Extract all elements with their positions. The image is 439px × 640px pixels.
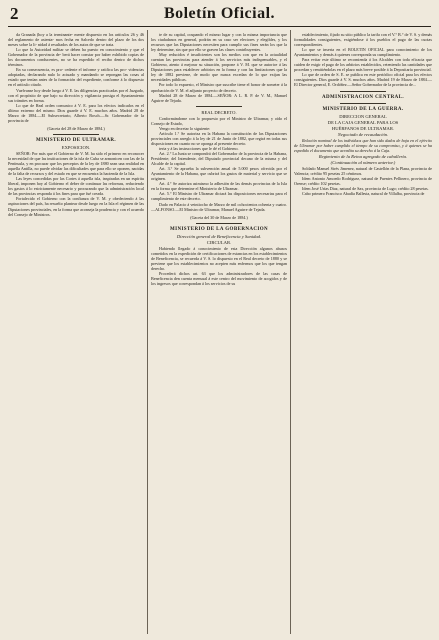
paragraph: Art. 4.° Se autoriza asimismo la adhesión de las demás provincias de la Isla en la forma que determine el Ministerio de Ultramar. — [151, 181, 287, 192]
section-heading: MINISTERIO DE ULTRAMAR. — [36, 137, 116, 143]
paragraph: teria y á las instrucciones que le dé el Gobierno. — [159, 145, 239, 151]
paragraph: Lo que se inserta en el BOLETIN OFICIAL para conocimiento de los Ayuntamientos y demás á quienes corresponda su cumplimiento. — [294, 47, 432, 58]
column-1 — [8, 32, 144, 632]
column-3 — [294, 32, 432, 632]
gazette-date: (Gaceta del 28 de Marzo de 1884.) — [47, 125, 105, 131]
paragraph: Art. 5.° El Ministro de Ultramar dictará las disposiciones necesarias para el cumplimiento de este decreto. — [151, 191, 287, 202]
paragraph: Dado en Palacio á veintiocho de Marzo de mil ochocientos ochenta y cuatro.—ALFONSO.—El Ministro de Ultramar, Manuel Aguirre de Tejada. — [151, 201, 287, 212]
subheading: REAL DECRETO. — [201, 109, 237, 115]
paragraph: SEÑOR: Por más que el Gobierno de V. M. ha sido el primero en reconocer la necesidad de que las instituciones de la isla de Cuba se armonicen con las de la Península, y en procurar que los preceptos de la ley de 1880 sean una realidad en aquella Antilla, no puede olvidar las dificultades que para ello se oponen, nacidas de la falta de recursos y del estado en que se encuentra la hacienda de la Isla. — [8, 150, 144, 177]
paragraph: Vuelvanse hoy desde luego á V. E. las diligencias practicadas por el Juzgado, con el propósito de que bajo su dirección y vigilancia prosiga el Ayuntamiento sus trámites en forma. — [8, 87, 144, 103]
section-heading: ADMINISTRACION CENTRAL. — [322, 94, 404, 100]
header-rule — [8, 26, 431, 27]
paragraph: Lo que de orden de S. E. se publica en este periódico oficial para los efectos consiguientes. Dios guarde á V. S. muchos años. Madrid 19 de Marzo de 1884.—El Director general, E. Ordóñez.—Señor Gobernador de la provincia de... — [294, 72, 432, 88]
page-number: 2 — [10, 4, 19, 23]
paragraph: da Granada (hoy a la terminante- mente dispuesto en los artículos 26 y 46 del reglamento de asienta- mos fecha en Salcedo dentro del plazo de los dos meses sobre la li- nidad á resultados de los autos de que se trata. — [8, 32, 144, 48]
paragraph: te de su capital, ocupando el mismo lugar y con la misma importancia que los ciudadanos en general, podrán en su caso ser electores y elegibles, y los recursos que las Diputaciones necesiten para cumplir sus fines serán los que la ley determine, sin que por ello se graven las clases contribuyentes. — [151, 32, 287, 53]
paragraph: Fortalecido el Gobierno con la confianza de V. M. y obedeciendo á las aspiraciones del país, ha resuelto plantear desde luego en la Isla el régimen de las Diputaciones provinciales, en la forma que aconseja la prudencia y con el acuerdo del Consejo de Ministros. — [8, 196, 144, 217]
paragraph: En su consecuencia, es pro- cedente el informe y ratifica las pro- videncias adoptadas, declarando nulo lo actuado y mandando se repongan las cosas al estado que tenían antes de la formación del expediente, conforme á lo dispuesto en el artículo citado. — [8, 67, 144, 88]
subheading: HUÉRFANOS DE ULTRAMAR. — [331, 125, 395, 131]
subheading: DE LA CAJA GENERAL PARA LOS — [327, 119, 399, 125]
paragraph: Conformándome con lo propuesto por el Ministro de Ultramar, y oído el Consejo de Estado, — [151, 115, 287, 126]
paragraph: Art. 2.° La Junta se compondrá del Gobernador de la provincia de la Habana, Presidente; del Intendente, del Diputado provincial decano de la misma y del Alcalde de la capital. — [151, 151, 287, 167]
subheading: EXPOSICION. — [61, 144, 91, 150]
column-divider — [290, 30, 291, 634]
section-divider — [340, 91, 386, 92]
gazette-date: (Gaceta del 30 de Marzo de 1884.) — [190, 214, 248, 220]
signature-line: Madrid 28 de Marzo de 1884.—SEÑOR: A L. R. P. de V. M., Manuel Aguirre de Tejada. — [151, 92, 287, 103]
column-divider — [147, 30, 148, 634]
section-heading: MINISTERIO DE LA GUERRA. — [322, 106, 404, 112]
list-item: Idem José Urías Diaz, natural de Sax, provincia de Lugo; crédito 28 pesetas. — [302, 186, 429, 192]
subheading: Regimiento de la Reina agregado de caballería. — [318, 153, 408, 159]
subheading: DIRECCION GENERAL — [339, 113, 387, 119]
paragraph: Lo que la Autoridad militar se deben ha puesto en conocimiento y que el Gobernador de la provincia de- berá hacer constar por haber exhibido copias de los documentos conducentes, no se ha expedido el recibo dentro de dichos términos. — [8, 47, 144, 68]
subheading: Negociado de recaudación. — [337, 131, 389, 137]
section-heading: MINISTERIO DE LA GOBERNACION — [169, 226, 269, 232]
paragraph: Procederá dichos art. 63 que los administradores de las casas de Beneficencia den cuenta mensual á este centro del movimiento de acogidos y de los ingresos que correspondan á los servicios de su — [151, 271, 287, 287]
paragraph: Habiendo llegado á conocimiento de esta Dirección algunos abusos cometidos en la expedición de certificaciones de estancias en los establecimientos de Beneficencia, se recuerda á V. S. lo dispuesto en el Real decreto de 1880 y se previene que los establecimientos no acepten más enfermos que los que tengan derecho. — [151, 245, 287, 271]
paragraph: Por todo lo expuesto, el Ministro que suscribe tiene el honor de someter á la aprobación de V. M. el adjunto proyecto de decreto. — [151, 82, 287, 93]
paragraph: establecimiento, fijado su sitio público la tarifa con el V.° B.° de V. S. y demás formalidades consiguientes, exigiéndose á los pueblos el pago de las cuotas correspondientes. — [294, 32, 432, 48]
subheading: (Continuación al número anterior.) — [330, 159, 396, 165]
section-divider — [196, 223, 242, 224]
list-item: Idem Antonio Amoedo Rodríguez, natural de Puentes Pellinero, provincia de Orense; crédito 102 pesetas. — [294, 176, 432, 187]
section-divider — [340, 103, 386, 104]
column-2 — [151, 32, 287, 632]
paragraph: Para evitar este último se recomienda á los Alcaldes con toda eficacia que cuiden de exigir el pago de los arbitrios establecidos, reteniendo las cantidades que procedan y remitiéndolas en el plazo más breve posible á la Depositaría provincial. — [294, 57, 432, 73]
subheading: CIRCULAR. — [206, 239, 232, 245]
paragraph: Lo que de Real orden comunico á V. E. para los efectos indicados en el último extremo del mismo. Dios guarde á V. E. muchos años. Madrid 28 de Marzo de 1884.—El Subsecretario, Alberto Bosch.—Sr. Gobernador de la provincia de — [8, 102, 144, 123]
list-item: Soldado Manuel Sirés Jimenez, natural de Castellón de la Plana, provincia de Valencia; crédito 95 pesetas 25 céntimos. — [294, 166, 432, 177]
paragraph: Artículo 1.° Se autoriza en la Habana la constitución de las Diputaciones provinciales con arreglo á la ley de 21 de Junio de 1882, que regirá en todas sus disposiciones en cuanto no se oponga al presente decreto. — [151, 130, 287, 146]
paragraph: Art. 3.° Se aprueba la subvención anual de 5.000 pesos ofrecida por el Ayuntamiento de la Habana, que cubrirá los gastos de material y servicio que se originen. — [151, 166, 287, 182]
section-divider — [196, 106, 242, 107]
paragraph: Relación nominal de los individuos que han sido dados de baja en el ejército de Ultramar por haber cumplido el tiempo de su compromiso, y á quienes se ha expedido el documento que acredita su derecho á la Caja. — [294, 137, 432, 153]
paragraph: Muy reducidos é insuficientes son los medios con que en la actualidad cuentan las provincias para atender á los servicios más indispensables, y el Gobierno, atento á mejorar su situación, propone á V. M. que se autorice á las Diputaciones para establecer arbitrios en la forma y con las limitaciones que la ley de 1882 previene, de modo que nunca excedan de lo que exijan las necesidades públicas. — [151, 52, 287, 83]
paragraph: Vengo en decretar lo siguiente: — [159, 125, 211, 131]
subheading: Dirección general de Beneficencia y Sanidad. — [176, 233, 262, 239]
list-item: Cabo primero Francisco Abadía Ballesta, natural de Villalba, provincia de — [302, 191, 425, 197]
newspaper-title: Boletín Oficial. — [163, 5, 276, 22]
paragraph: Las leyes concedidas por las Cortes á aquella isla, inspiradas en un espíritu liberal, imponen hoy al Gobierno el deber de continuar las reformas, reduciendo los gastos á lo estrictamente necesario y procurando que la administración local de las provincias responda á los fines para que fué creada. — [8, 176, 144, 197]
section-divider — [53, 134, 99, 135]
page-header — [0, 4, 439, 26]
